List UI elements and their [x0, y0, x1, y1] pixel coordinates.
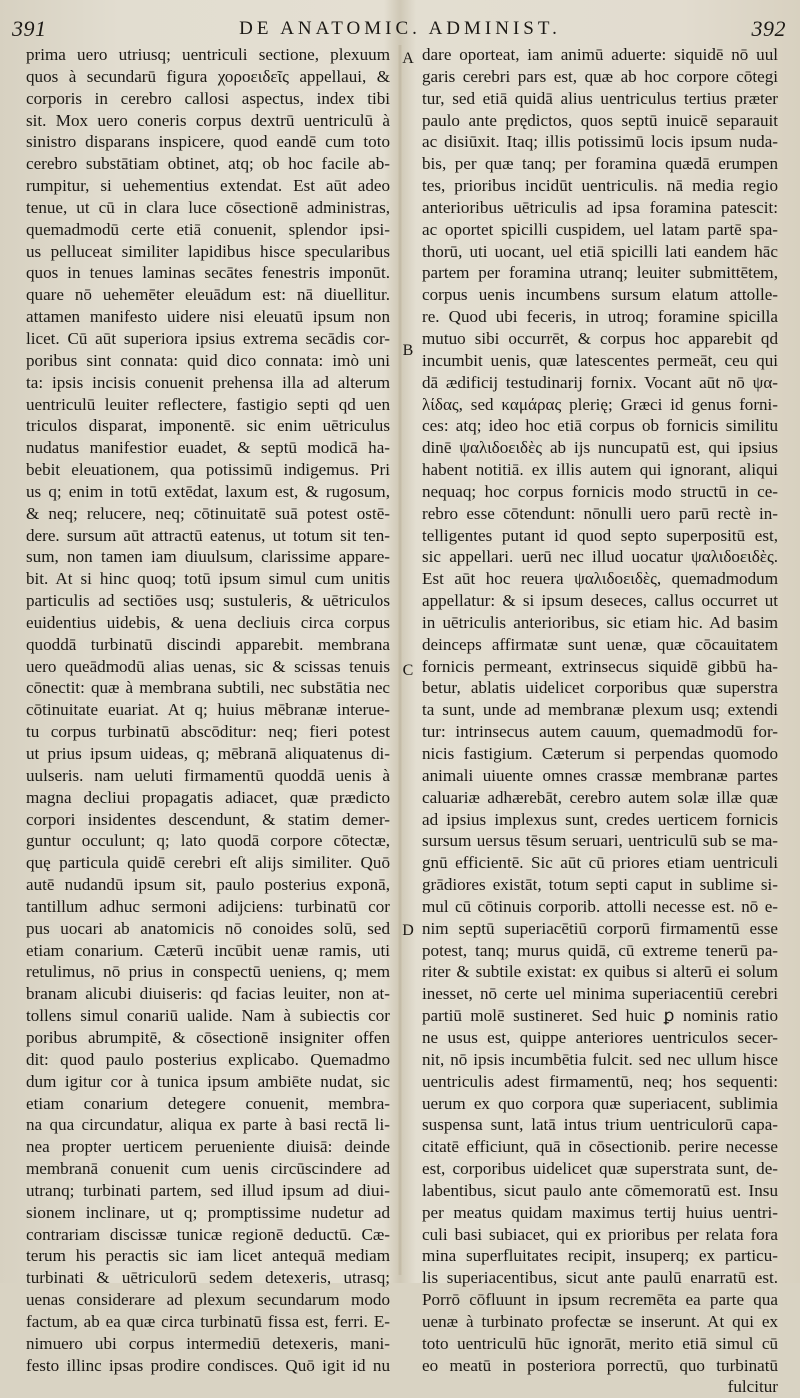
left-column-line: ta: ipsis incisis conuenit prehensa illa ad alterum — [26, 372, 390, 392]
left-column-line: us pelluceat similiter lapidibus hisce specularibus — [26, 241, 390, 261]
right-column-line: incumbit uenis, quæ latescentes permeāt, ceu qui — [422, 350, 778, 370]
right-column-line: uentriculis adest firmamentū, neq; hos sequenti: — [422, 1071, 778, 1091]
right-column-line: re. Quod ubi feceris, in utroq; foramine spicilla — [422, 307, 778, 327]
right-column-line: toto uentriculū hūc ignorāt, merito etiā simul cū — [422, 1333, 778, 1353]
right-column-line: in uētriculis anterioribus, sic etiam hic. Ad basim — [422, 612, 778, 632]
left-column-line: dere. sursum aūt attractū eatenus, ut totum sit ten- — [26, 525, 390, 545]
right-column-line: ces: atq; ideo hoc etiā corpus ob fornicis similitu — [422, 416, 778, 436]
left-column-line: retulimus, nō prius in conspectū ueniens, q; mem — [26, 962, 390, 982]
left-column-line: particulis ad sectiōes usq; sustuleris, & uētriculos — [26, 591, 390, 611]
left-column-line: turbinati & uētriculorū sedem detexeris, utrasq; — [26, 1268, 390, 1288]
right-column-line: nicis fastigium. Cæterum si perpendas quomodo — [422, 744, 778, 763]
left-column-line: dum igitur cor à tunica ipsum ambiēte nudat, sic — [26, 1071, 390, 1091]
marginal-letter-a: A — [402, 50, 414, 67]
page-number-right: 392 — [751, 16, 786, 41]
right-column-line: inesset, nō certe uel minima superiacentiū cerebri — [422, 984, 778, 1004]
right-column-line: ac disiūxit. Itaq; illis potissimū locis ipsum nuda- — [422, 132, 778, 152]
left-column-line: attamen manifesto uidere nisi eleuatū ipsum non — [26, 307, 390, 327]
left-column-line: quoddā turbinatū discindi apparebit. membrana — [26, 634, 390, 654]
left-column-line: uulseris. nam ueluti firmamentū quoddā uenis à — [26, 765, 390, 785]
right-column-line: riter & subtile existat: ex quibus si alterū ei solum — [422, 962, 778, 982]
right-column-line: Est aūt hoc reuera ψαλιδοειδὲς, quemadmodum — [422, 569, 778, 589]
right-column-line: betur, ablatis uidelicet corporibus quæ superstra — [422, 678, 778, 698]
left-column-line: quare nō uehemēter eleuādum est: nā diuellitur. — [26, 285, 390, 305]
left-column-line: utranq; turbinati partem, sed illud ipsum ad diui- — [26, 1180, 390, 1200]
right-column-line: bis, per quæ tanq; per foramina quædā erumpen — [422, 154, 778, 174]
left-column-line: tenue, ut cū in clara luce cōsectionē administras, — [26, 197, 390, 217]
left-column-line: cerebro substātiam obtinet, atq; ob hoc facile ab- — [26, 154, 390, 174]
right-column-line: mina superfluitates recipit, insuperq; ex particu- — [422, 1246, 778, 1266]
right-column-line: nit, nō ipsis incumbētia fulcit. sed nec ullum hisce — [422, 1049, 778, 1069]
right-column-line: sursum uersus tēsum seruari, uentriculū sub se ma- — [422, 831, 778, 851]
left-column-line: branam alicubi diuiseris: qd facias leuiter, non at- — [26, 984, 390, 1004]
right-column-line: suspensa sunt, latā intus trium uentriculorū capa- — [422, 1115, 778, 1135]
marginal-letter-d: D — [402, 922, 414, 939]
page-header — [0, 16, 800, 44]
left-column-line: tollens simul conariū ualide. Nam à subiectis cor — [26, 1006, 390, 1026]
right-column-line: ta sunt, unde ad membranæ plexum usq; extendi — [422, 700, 778, 720]
right-column-line: fornicis permeant, extrinsecus siquidē gibbū ha- — [422, 656, 778, 676]
right-column-line: ne usus est, quippe anteriores uentriculos secer- — [422, 1027, 778, 1047]
left-column-line: quemadmodū certe etiā conuenit, splendor ipsi- — [26, 219, 390, 239]
left-column-line: cōtinuitate euariat. At q; huius mēbranæ interue- — [26, 700, 390, 720]
right-column-line: habent notitiā. ex illis autem qui ignorant, aliqui — [422, 460, 778, 480]
right-column-line: culi basi subiacet, qui ex prioribus per relata fora — [422, 1224, 778, 1244]
left-column-line: bebit eleuationem, qua potissimū indigemus. Pri — [26, 460, 390, 480]
right-column-line: λίδας, sed καμάρας plerię; Græci id genus forni- — [422, 394, 778, 414]
left-column-line: tu corpus turbinatū abscōditur: neq; fieri potest — [26, 722, 390, 742]
right-column-line: labentibus, sicut paulo ante cōmemoratū est. Insu — [422, 1180, 778, 1200]
left-column-line: autē nudandū ipsum sit, paulo posterius exponā, — [26, 875, 390, 895]
left-column-line: etiam conarium detegere conuenit, membra- — [26, 1093, 390, 1113]
text-column-right — [422, 44, 778, 1397]
right-column-line: partem per foramina utranq; leuiter submittētem, — [422, 263, 778, 283]
marginal-letter-c: C — [402, 662, 414, 679]
right-column-line: gnū efficientē. Sic aūt cū priores etiam uentriculi — [422, 853, 778, 873]
left-column-line: nea propter uerticem perueniente diuisā: deinde — [26, 1137, 390, 1157]
right-column-line: telligentes putant id quod septo superpositū est, — [422, 525, 778, 545]
left-column-line: sum, non tamen iam diuulsum, clarissime appare- — [26, 547, 390, 567]
running-title: DE ANATOMIC. ADMINIST. — [239, 18, 561, 39]
left-column-line: guntur occulunt; q; lato quodā corpore cōtectæ, — [26, 831, 390, 851]
left-column-line: tantillum adhuc sermoni adijciens: turbinatū cor — [26, 896, 390, 916]
right-column-line: garis cerebri pars est, quæ ab hoc corpore cōtegi — [422, 66, 778, 86]
right-column-line: dare oporteat, iam animū aduerte: siquidē nō uul — [422, 45, 778, 64]
right-column-line: caluariæ adhærebāt, cerebro autem solæ illæ quæ — [422, 787, 778, 807]
left-column-line: poribus abrumpitē, & cōsectionē insigniter offen — [26, 1027, 390, 1047]
left-column-line: corporis in cerebro callosi aspectus, index tibi — [26, 88, 390, 108]
left-column-line: licet. Cū aūt superiora ipsius extrema secādis cor- — [26, 328, 390, 348]
right-column-line: uenæ à turbinato profectæ se inserunt. At qui ex — [422, 1311, 778, 1331]
left-column-line: contrariam discissæ tunicæ regionē deductū. Cæ- — [26, 1224, 390, 1244]
left-column-line: quę particula quidē cerebri eſt alijs similiter. Quō — [26, 853, 390, 873]
right-column-line: dinē ψαλιδοειδὲς ab ijs nuncupatū est, qui ipsius — [422, 438, 778, 458]
right-column-line: sic appellari. uerū nec illud uocatur ψαλιδοειδὲς. — [422, 547, 778, 567]
left-column-line: us q; enim in totū extēdat, laxum est, & rugosum, — [26, 481, 390, 501]
left-column-line: terum his peractis sic iam licet antequā mediam — [26, 1246, 390, 1266]
left-column-line: factum, ab ea quæ circa turbinatū fissa est, ferri. E- — [26, 1311, 390, 1331]
right-column-line: appellatur: & si ipsum deseces, callus occurret ut — [422, 591, 778, 611]
left-column-line: membranā conuenit cum uenis circūscindere ad — [26, 1159, 390, 1179]
catchword: fulcitur — [727, 1377, 778, 1397]
right-column-line: eo meatū in posteriora porrectū, quo turbinatū — [422, 1355, 778, 1375]
right-column-line: animali uiuente omnes crassæ membranæ partes — [422, 765, 778, 785]
right-column-line: mul cū cōtinuis corporib. attolli necesse est. nō e- — [422, 896, 778, 916]
left-column-line: quos à secundarū figura χοροειδεῖς appellaui, & — [26, 66, 390, 86]
left-column-line: prima uero utriusq; uentriculi sectione, plexuum — [26, 45, 390, 64]
left-column-line: dit: quod paulo posterius explicabo. Quemadmo — [26, 1049, 390, 1069]
right-column-line: dā ædificij testudinarij fornix. Vocant aūt nō ψα- — [422, 372, 778, 392]
right-column-line: potest, tanq; murus quidā, cū extreme tenerū pa- — [422, 940, 778, 960]
left-column-line: sit. Mox uero coneris corpus dextrū uentriculū à — [26, 110, 390, 130]
left-column-line: bit. At si hinc quoq; totū ipsum simul cum unitis — [26, 569, 390, 589]
left-column-line: uentriculū leuiter reflectere, fastigio septi qd uen — [26, 394, 390, 414]
left-column-line: rumpitur, si uehementius extendat. Est aūt adeo — [26, 176, 390, 196]
right-column-line: corpus uenis incumbens sursum elatum attolle- — [422, 285, 778, 305]
right-column-line: lis superiacentibus, sicut ante paulū enarratū est. — [422, 1268, 778, 1288]
right-column-line: thorū, uti uocant, uel etiā spicilli lati eandem hāc — [422, 241, 778, 261]
right-column-line: nim septū superiacētiū corporū firmamentū esse — [422, 918, 778, 938]
left-column-line: & neq; relucere, neq; cōtinuitatē suā potest ostē- — [26, 503, 390, 523]
right-column-line: tur: intrinsecus autem cauum, quemadmodū for- — [422, 722, 778, 742]
right-column-line: tes, prioribus incidūt uentriculis. nā media regio — [422, 176, 778, 196]
right-column-line: citatē efficiunt, quā in cōsectionib. perire necesse — [422, 1137, 778, 1157]
right-column-line: paulo ante prędictos, quos septū inuicē separauit — [422, 110, 778, 130]
left-column-line: na qua circundatur, aliqua ex parte à basi rectā li- — [26, 1115, 390, 1135]
marginal-letter-b: B — [402, 342, 414, 359]
left-column-line: sinistro disparans inspicere, quod eandē cum toto — [26, 132, 390, 152]
left-column-line: poribus sint connata: quid dico connata: imò uni — [26, 350, 390, 370]
right-column-line: uerum ex quo corpora quæ superiacent, sublimia — [422, 1093, 778, 1113]
column-divider — [398, 45, 402, 1275]
right-column-line: per meatus quidam maximus tertij huius uentri- — [422, 1202, 778, 1222]
page-number-left: 391 — [12, 16, 47, 41]
left-column-line: nimuero ubi corpus intermediū detexeris, mani- — [26, 1333, 390, 1353]
left-column-line: corpori insidentes descendunt, & statim demer- — [26, 809, 390, 829]
right-column-line: deinceps affirmatæ sunt uenæ, quæ cōcauitatem — [422, 634, 778, 654]
right-column-line: grādiores existāt, totum septi caput in sublime si- — [422, 875, 778, 895]
right-column-line: mutuo sibi occurrēt, & corpus hoc apparebit qd — [422, 328, 778, 348]
left-column-line: uenas considerare ad plexum secundarum modo — [26, 1290, 390, 1310]
right-column-line: Porrō cōfluunt in ipsum recremēta ea parte qua — [422, 1290, 778, 1310]
left-column-line: uero queādmodū alias uenas, sic & scissas tenuis — [26, 656, 390, 676]
right-column-line: nequaq; hoc corpus fornicis modo structū in ce- — [422, 481, 778, 501]
left-column-line: sionem inclinare, ut q; promptissime nudetur ad — [26, 1202, 390, 1222]
right-column-line: tur, sed etiā quidā alius uentriculus tertius præter — [422, 88, 778, 108]
left-column-line: euidentius uidebis, & uena decliuis circa corpus — [26, 612, 390, 632]
left-column-line: magna decliui propagatis adiacet, quæ prædicto — [26, 787, 390, 807]
left-column-line: cōnectit: quæ à membrana subtili, nec substātia nec — [26, 678, 390, 698]
right-column-line: est, corporibus uidelicet quæ superstrata sunt, de- — [422, 1159, 778, 1179]
right-column-line: ad ipsius implexus sunt, credes uerticem fornicis — [422, 809, 778, 829]
right-column-line: ac oportet spicilli cuspidem, uel latam partē spa- — [422, 219, 778, 239]
text-column-left — [26, 44, 390, 1375]
right-column-line: rebro esse cōtendunt: nōnulli uero parū rectè in- — [422, 503, 778, 523]
right-column-line: anterioribus uētriculis ad ipsa foramina patescit: — [422, 197, 778, 217]
left-column-line: ut prius ipsum uideas, q; mēbranā aliquatenus di- — [26, 744, 390, 763]
left-column-line: triculos disparat, imponentē. sic enim uētriculus — [26, 416, 390, 436]
left-column-line: festo illinc ipsas prodire condisces. Quō igit id nu — [26, 1355, 390, 1375]
left-column-line: etiam conarium. Cæterū incūbit uenæ ramis, uti — [26, 940, 390, 960]
left-column-line: nudatus manifestior euadet, & septū modicā ha- — [26, 438, 390, 458]
left-column-line: quos in tenues laminas secātes fenestris imponūt. — [26, 263, 390, 283]
left-column-line: pus uocari ab anatomicis nō conoides solū, sed — [26, 918, 390, 938]
right-column-line: partiū molē sustineret. Sed huic ꝑ nominis ratio — [422, 1006, 778, 1026]
